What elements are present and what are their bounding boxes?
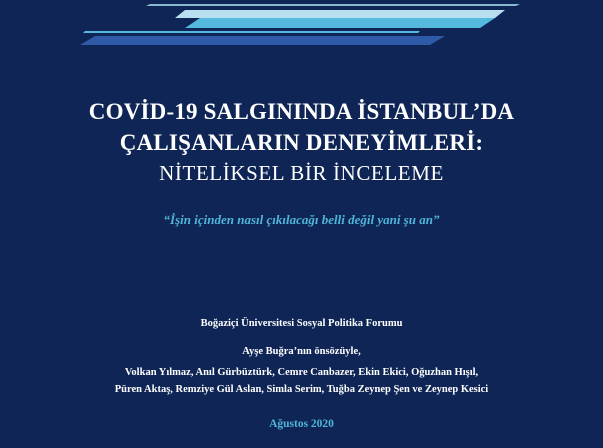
stripe-cyan-band <box>185 18 495 28</box>
subtitle: NİTELİKSEL BİR İNCELEME <box>159 161 444 185</box>
title-line-1: COVİD-19 SALGININDA İSTANBUL’DA <box>88 99 515 124</box>
preface-note: Ayşe Buğra’nın önsözüyle, <box>242 346 361 357</box>
stripe-top-thin <box>146 4 520 6</box>
stripe-dark-band <box>80 36 445 45</box>
stripes-graphic <box>0 0 603 60</box>
stripe-light-band <box>175 10 505 18</box>
publication-date: Ağustos 2020 <box>269 418 334 430</box>
quote: “İşin içinden nasıl çıkılacağı belli değil yani şu an” <box>163 212 440 227</box>
stripe-thin-line <box>83 31 420 33</box>
authors-line-1: Volkan Yılmaz, Anıl Gürbüztürk, Cemre Canbazer, Ekin Ekici, Oğuzhan Hışıl, <box>124 367 479 378</box>
title-line-2: ÇALIŞANLARIN DENEYİMLERİ: <box>119 130 484 155</box>
forum-name: Boğaziçi Üniversitesi Sosyal Politika Forumu <box>200 318 403 329</box>
title-block <box>0 96 603 188</box>
authors-line-2: Püren Aktaş, Remziye Gül Aslan, Simla Serim, Tuğba Zeynep Şen ve Zeynep Kesici <box>114 384 489 395</box>
